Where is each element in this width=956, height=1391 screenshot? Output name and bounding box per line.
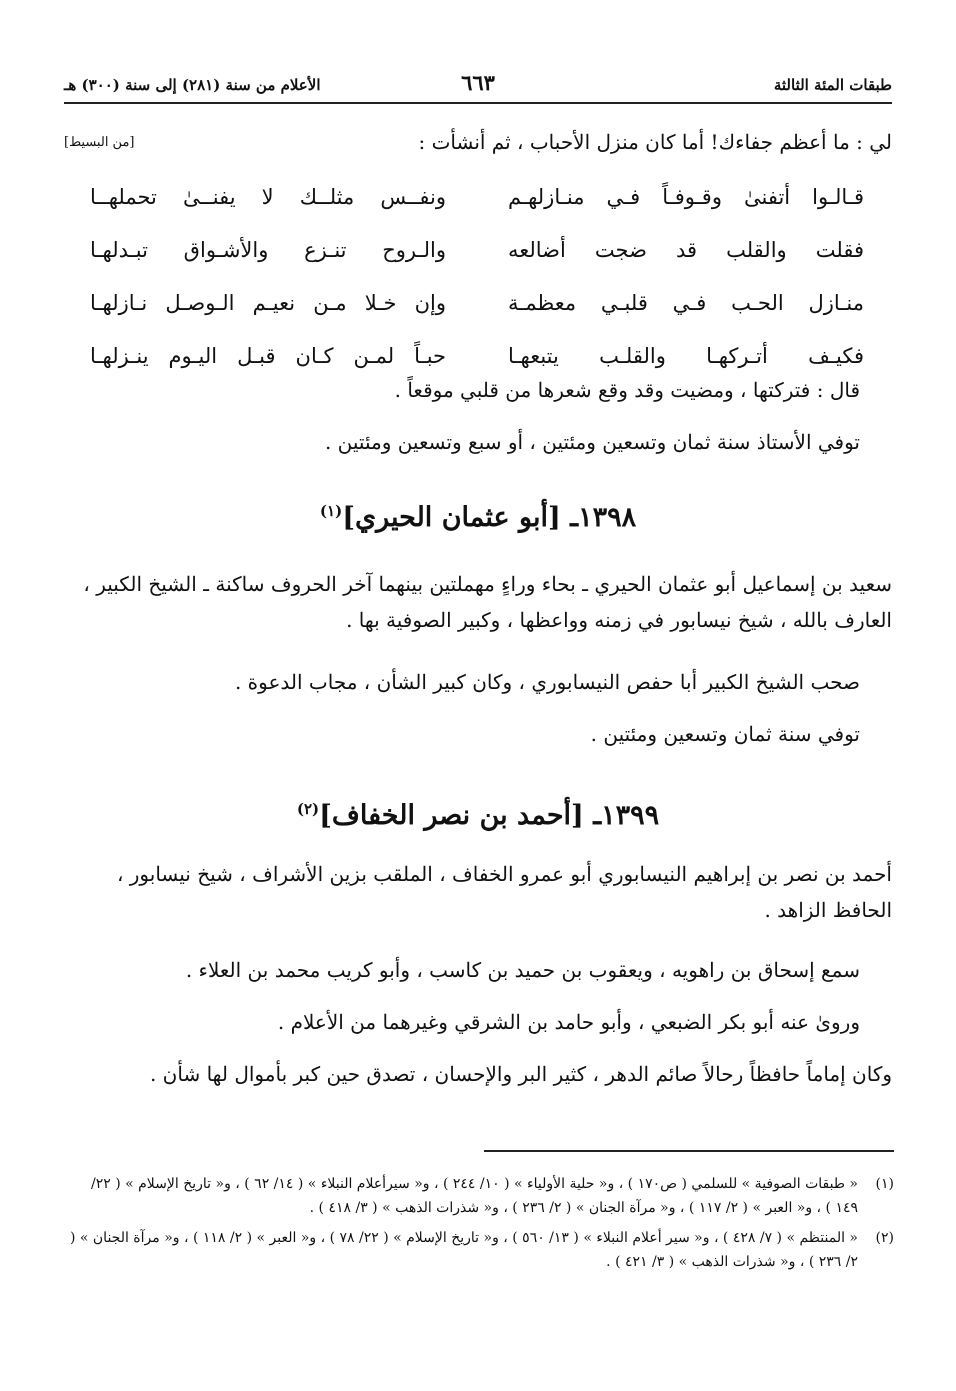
entry-title: ١٣٩٨ـ [أبو عثمان الحيري] [342, 502, 637, 533]
entry-heading-1399 [0, 800, 956, 831]
entry-title: ١٣٩٩ـ [أحمد بن نصر الخفاف] [319, 800, 660, 831]
intro-line [64, 125, 892, 159]
paragraph: وكان إماماً حافظاً رحالاً صائم الدهر ، كثير البر والإحسان ، تصدق حين كبر بأموال لها شأن . [149, 1062, 892, 1086]
paragraph: سعيد بن إسماعيل أبو عثمان الحيري ـ بحاء وراءٍ مهملتين بينهما آخر الحروف ساكنة ـ الشيخ الكبير ، العارف بالله ، شيخ نيسابور في زمنه وواعظها ، وكبير الصوفية بها . [83, 572, 892, 632]
footnote-number: (١) [875, 1176, 894, 1192]
paragraph: أحمد بن نصر بن إبراهيم النيسابوري أبو عمرو الخفاف ، الملقب بزين الأشراف ، شيخ نيسابور ، الحافظ الزاهد . [116, 862, 892, 922]
paragraph: قال : فتركتها ، ومضيت وقد وقع شعرها من قلبي موقعاً . [394, 378, 860, 402]
header-right-title: طبقات المئة الثالثة [773, 76, 892, 94]
footnote [64, 1172, 894, 1220]
footnote-divider [484, 1150, 894, 1152]
footnote-marker: (٢) [296, 800, 320, 818]
verse-first-hemistich: منـازل الحـب فـي قلبـي معظمـة [507, 290, 864, 315]
footnote-number: (٢) [875, 1230, 894, 1246]
header-left-title: الأعلام من سنة (٢٨١) إلى سنة (٣٠٠) هـ [64, 76, 321, 94]
paragraph: صحب الشيخ الكبير أبا حفص النيسابوري ، وكان كبير الشأن ، مجاب الدعوة . [234, 670, 860, 694]
poem-verse [90, 170, 864, 223]
footnote-marker: (١) [319, 502, 343, 520]
intro-text: لي : ما أعظم جفاءك! أما كان منزل الأحباب ، ثم أنشأت : [418, 130, 892, 154]
entry-heading-1398 [0, 502, 956, 533]
verse-second-hemistich: حبـاً لمـن كـان قبـل اليـوم ينـزلهـا [90, 343, 447, 368]
verse-first-hemistich: فكيـف أتـركهـا والقلـب يتبعهـا [507, 343, 864, 368]
paragraph: سمع إسحاق بن راهويه ، ويعقوب بن حميد بن كاسب ، وأبو كريب محمد بن العلاء . [185, 958, 860, 982]
footnotes [64, 1172, 894, 1280]
verse-first-hemistich: قـالـوا أتفنىٰ وقـوفـاً فـي منـازلهـم [507, 184, 864, 209]
footnote-text: « طبقات الصوفية » للسلمي ( ص١٧٠ ) ، و« حلية الأولياء » ( ١٠/ ٢٤٤ ) ، و« سيرأعلام النبلاء » ( ١٤/ ٦٢ ) ، و« تاريخ الإسلام » ( ٢٢/ ١٤٩ ) ، و« العبر » ( ٢/ ١١٧ ) ، و« مرآة الجنان » ( ٢/ ٢٣٦ ) ، و« شذرات الذهب » ( ٣/ ٤١٨ ) . [90, 1176, 858, 1216]
page-number: ٦٦٣ [461, 70, 495, 95]
verse-second-hemistich: ونفــس مثلــك لا يفنــىٰ تحملهــا [90, 184, 447, 209]
footnote [64, 1226, 894, 1274]
poem-verse [90, 223, 864, 276]
verse-second-hemistich: والـروح تنـزع والأشـواق تبـدلهـا [90, 237, 447, 262]
verse-first-hemistich: فقلت والقلب قد ضجت أضالعه [507, 237, 864, 262]
footnote-text: « المنتظم » ( ٧/ ٤٢٨ ) ، و« سير أعلام النبلاء » ( ١٣/ ٥٦٠ ) ، و« تاريخ الإسلام » ( ٢٢/ ٧٨ ) ، و« العبر » ( ٢/ ١١٨ ) ، و« مرآة الجنان » ( ٢/ ٢٣٦ ) ، و« شذرات الذهب » ( ٣/ ٤٢١ ) . [69, 1230, 858, 1270]
poem [90, 170, 864, 382]
paragraph: توفي سنة ثمان وتسعين ومئتين . [590, 722, 860, 746]
meter-label: [من البسيط] [64, 134, 135, 150]
verse-second-hemistich: وإن خـلا مـن نعيـم الـوصـل نـازلهـا [90, 290, 447, 315]
paragraph: وروىٰ عنه أبو بكر الضبعي ، وأبو حامد بن الشرقي وغيرهما من الأعلام . [277, 1010, 860, 1034]
running-header [64, 68, 892, 104]
paragraph: توفي الأستاذ سنة ثمان وتسعين ومئتين ، أو سبع وتسعين ومئتين . [324, 430, 860, 454]
poem-verse [90, 276, 864, 329]
